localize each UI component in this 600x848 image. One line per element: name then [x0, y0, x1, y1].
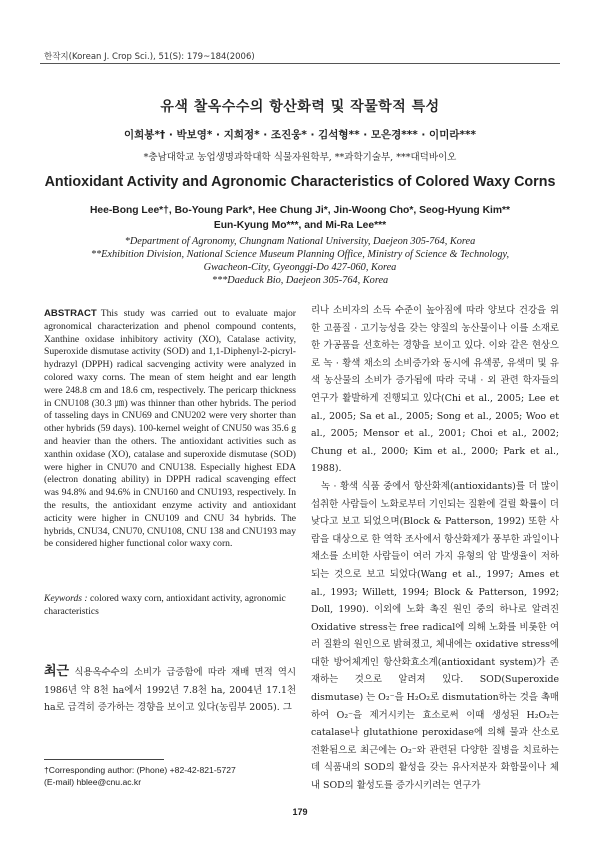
footnote-email: (E-mail) hblee@cnu.ac.kr: [44, 777, 142, 787]
introduction: [44, 663, 296, 717]
affiliation-1: *Department of Agronomy, Chungnam National University, Daejeon 305-764, Korea: [124, 236, 476, 247]
english-authors-line-1: Hee-Bong Lee*†, Bo-Young Park*, Hee Chung Ji*, Jin-Woong Cho*, Seog-Hyung Kim**: [89, 205, 511, 216]
keywords-text: colored waxy corn, antioxidant activity, agronomic characteristics: [44, 593, 286, 617]
intro-text: 식용옥수수의 소비가 급증함에 따라 재배 면적 역시 1986년 약 8천 ha에서 1992년 7.8천 ha, 2004년 17.1천 ha로 급격히 증가하는 경향을 보이고 있다(농림부 2005). 그: [44, 667, 296, 713]
korean-affiliation: *충남대학교 농업생명과학대학 식물자원학부, **과학기술부, ***대덕바이오: [143, 152, 457, 163]
right-paragraph-2: 녹 · 황색 식품 중에서 항산화제(antioxidants)를 더 많이 섭취한 사람들이 노화로부터 기인되는 질환에 걸릴 확률이 더 낮다고 보고 되었으며(Block & Patterson, 1992) 또한 사람을 대상으로 한 역학 조사에서 항산화제가 풍부한 과일이나 채소를 소비한 사람들이 여러 가지 유형의 암 발생율이 저하되는 것으로 보고 되었다(Wang et al., 1997; Ames et al., 1993; Willett, 1994; Block & Patterson, 1992; Doll, 1990). 이외에 노화 촉진 원인 중의 하나로 알려진 Oxidative stress는 free radical에 의해 노화를 비롯한 여러 질환의 원인으로 밝혀졌고, 체내에는 oxidative stress에 대한 방어체계인 항산화효소계(antioxidant system)가 존재하는 것으로 알려져 있다. SOD(Superoxide dismutase) 는 O₂⁻을 H₂O₂로 dismutation하는 것을 촉매하여 O₂⁻을 제거시키는 효소로써 이때 생성된 H₂O₂는 catalase나 glutathione peroxidase에 의해 물과 산소로 전환됨으로 최근에는 O₂⁻와 관련된 다양한 질병을 치료하는데 식품내의 SOD의 활성을 갖는 유사저분자 화합물이나 체내 SOD의 활성도를 증가시키려는 연구가: [311, 480, 559, 792]
keywords-label: Keywords :: [44, 593, 88, 604]
english-authors: [60, 203, 540, 233]
running-header: 한작지(Korean J. Crop Sci.), 51(S): 179~184(2006): [44, 52, 255, 62]
affiliation-3: Gwacheon-City, Gyeonggi-Do 427-060, Korea: [203, 262, 397, 273]
affiliation-4: ***Daeduck Bio, Daejeon 305-764, Korea: [211, 275, 389, 286]
abstract-text: This study was carried out to evaluate major agronomical characterization and phenol compound contents, Xanthine oxidase inhibitory activity (XO), Catalase activity, Superoxide dismutase activity (SOD) and 1,1-Diphenyl-2-picryl-hydrazyl (DPPH) radical sacvenging activity were analyzed in colored waxy corns. The mean of stem height and ear length were 248.8 cm and 18.6 cm, respectively. The pericarp thickness in CNU108 (30.3 ㎛) was thinner than other hybrids. The period of tasseling days in CNU69 and CNU202 were very shorter than other hybrids (59 days). 100-kernel weight of CNU50 was 35.6 g and heavier than the others. The antioxidant activities such as xanthin oxidase (XO), catalase and superoxide dismutase (SOD) were higher in CNU70 and CNU138. Especially highest EDA (electron donating ability) in DPPH radical scavenging effect was 94.8% and 94.6% in CNU160 and CNU193, respectively. In the results, the antioxidant enzyme activity and antioxidant acticity were higher in CNU109 and CNU 34 hybrids. The hybrids, CNU34, CNU70, CNU108, CNU 138 and CNU193 may be considered higher functional color waxy corn.: [44, 308, 296, 550]
korean-title: 유색 찰옥수수의 항산화력 및 작물학적 특성: [160, 99, 440, 115]
header-rule: [40, 63, 560, 64]
korean-authors: 이희봉*† · 박보영* · 지희정* · 조진웅* · 김석형** · 모은경*** · 이미라***: [124, 129, 476, 141]
intro-lead-word: 최근: [44, 664, 70, 679]
footnote-rule: [44, 759, 164, 760]
keywords: [44, 592, 296, 618]
page-number: 179: [292, 807, 308, 817]
english-title: Antioxidant Activity and Agronomic Characteristics of Colored Waxy Corns: [44, 174, 556, 190]
footnote: [44, 764, 236, 788]
right-column: [311, 302, 559, 795]
affiliation-2: **Exhibition Division, National Science Museum Planning Office, Ministry of Science & Technology,: [90, 249, 510, 260]
right-paragraph-1: 리나 소비자의 소득 수준이 높아짐에 따라 양보다 건강을 위한 고품질 · 고기능성을 갖는 양질의 농산물이나 이를 소재로 한 가공품을 선호하는 경향을 보이고 있다. 이와 같은 현상으로 녹 · 황색 채소의 소비증가와 동시에 유색콩, 유색미 및 유색 농산물의 소비가 증가됨에 따라 국내 · 외 관련 학자들의 연구가 활발하게 진행되고 있다(Chi et al., 2005; Lee et al., 2005; Sa et al., 2005; Song et al., 2005; Woo et al., 2005; Mensor et al., 2001; Choi et al., 2002; Chung et al., 2000; Kim et al., 2000; Park et al., 1988).: [311, 305, 559, 475]
english-affiliations: [50, 235, 550, 287]
abstract: [44, 308, 296, 551]
english-authors-line-2: Eun-Kyung Mo***, and Mi-Ra Lee***: [213, 220, 387, 231]
footnote-author: †Corresponding author: (Phone) +82-42-821-5727: [44, 765, 236, 775]
abstract-label: ABSTRACT: [44, 308, 97, 319]
